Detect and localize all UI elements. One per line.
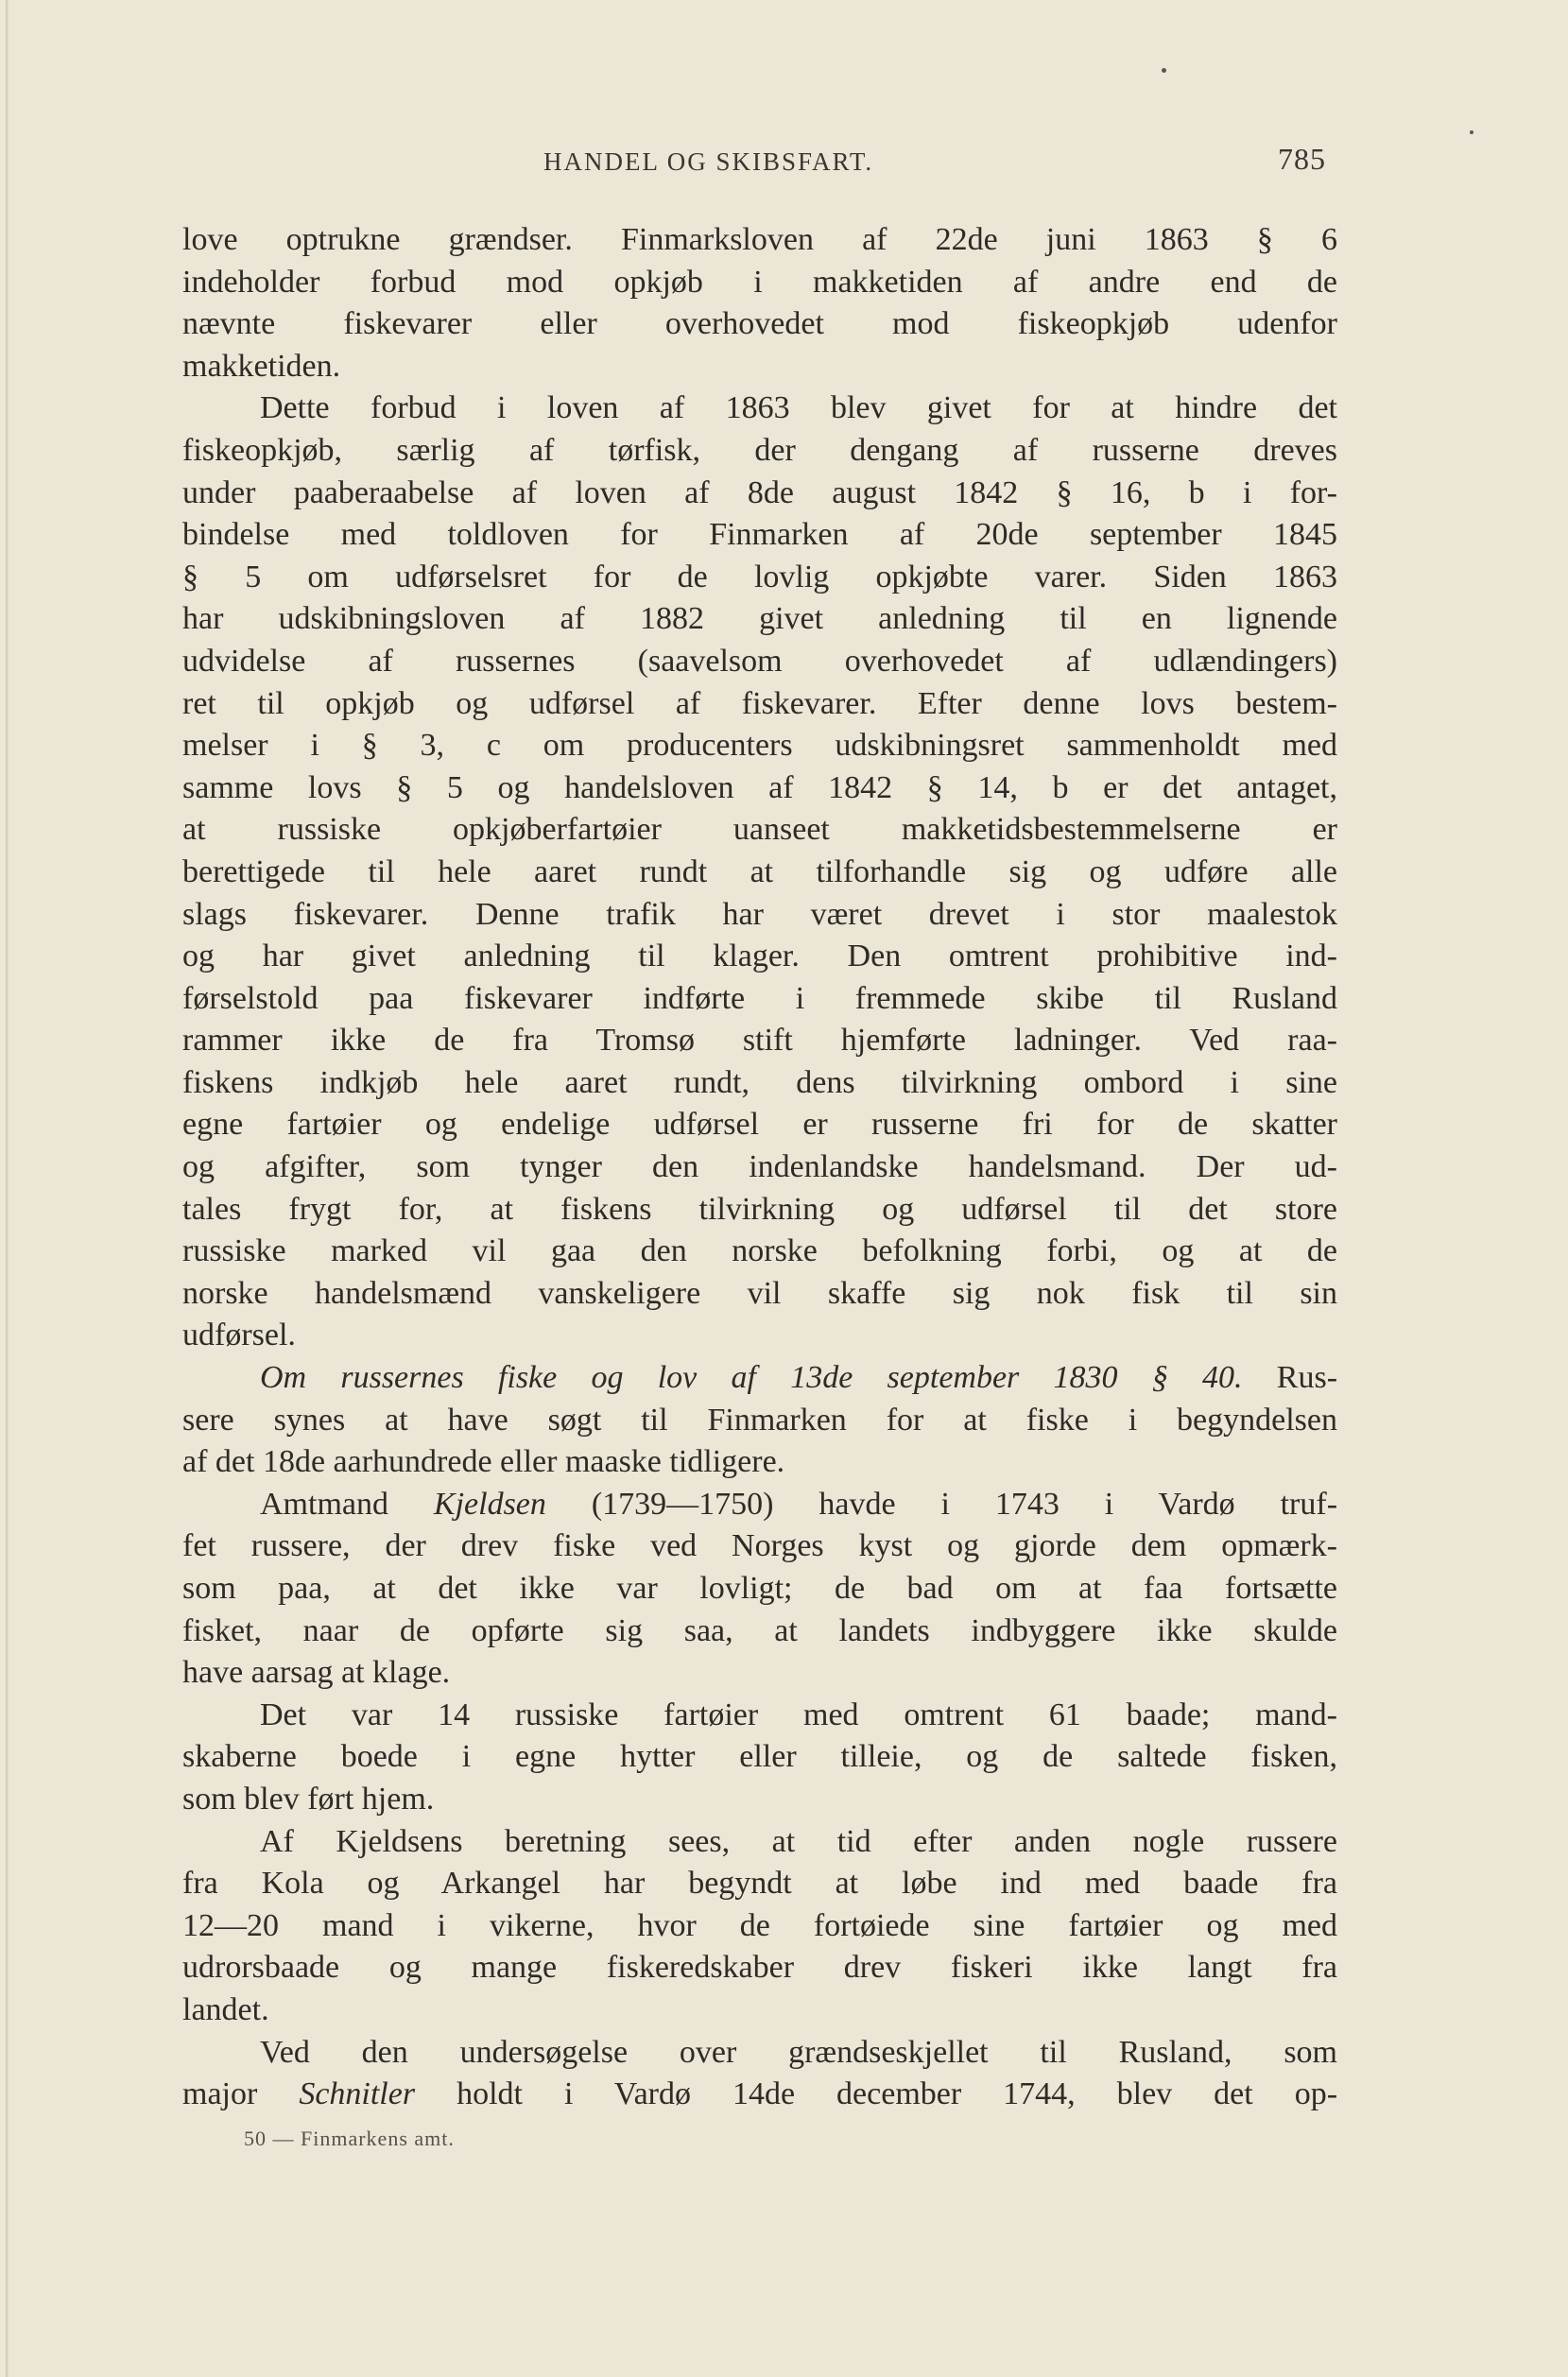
text-line: fiskens indkjøb hele aaret rundt, dens tilvirkning ombord i sine	[182, 1064, 1337, 1100]
text-line: og afgifter, som tynger den indenlandske handelsmand. Der ud-	[182, 1149, 1337, 1185]
text-line: udrorsbaade og mange fiskeredskaber drev fiskeri ikke langt fra	[182, 1950, 1337, 1986]
text-line: Af Kjeldsens beretning sees, at tid efter anden nogle russere	[260, 1823, 1337, 1859]
text-line: landet.	[182, 1991, 269, 2027]
section-heading-tail: Rus-	[1276, 1360, 1337, 1396]
page-edge	[6, 0, 9, 2377]
running-head: HANDEL OG SKIBSFART.	[543, 147, 874, 176]
text-line: tales frygt for, at fiskens tilvirkning og udførsel til det store	[182, 1191, 1337, 1227]
person-name: Kjeldsen	[433, 1486, 546, 1522]
text-line: skaberne boede i egne hytter eller tilleie, og de saltede fisken,	[182, 1739, 1337, 1775]
page-header	[184, 140, 1337, 187]
text-line: fra Kola og Arkangel har begyndt at løbe ind med baade fra	[182, 1866, 1337, 1902]
text-line: fisket, naar de opførte sig saa, at landets indbyggere ikke skulde	[182, 1612, 1337, 1648]
major-post: holdt i Vardø 14de december 1744, blev det op-	[457, 2076, 1337, 2112]
text-line: indeholder forbud mod opkjøb i makketiden af andre end de	[182, 264, 1337, 300]
text-line: ret til opkjøb og udførsel af fiskevarer. Efter denne lovs bestem-	[182, 685, 1337, 721]
text-line: makketiden.	[182, 348, 341, 384]
text-line: og har givet anledning til klager. Den omtrent prohibitive ind-	[182, 939, 1337, 974]
speck-mark	[1470, 130, 1473, 134]
text-line: fet russere, der drev fiske ved Norges kyst og gjorde dem opmærk-	[182, 1528, 1337, 1564]
major-line	[182, 2074, 1337, 2116]
text-line: har udskibningsloven af 1882 givet anledning til en lignende	[182, 601, 1337, 637]
section-heading: Om russernes fiske og lov af 13de september 1830 § 40.	[260, 1360, 1243, 1396]
text-line: Dette forbud i loven af 1863 blev givet for at hindre det	[260, 390, 1337, 426]
text-line: Ved den undersøgelse over grændseskjellet til Rusland, som	[260, 2034, 1337, 2070]
person-name: Schnitler	[299, 2076, 416, 2112]
text-line: slags fiskevarer. Denne trafik har været drevet i stor maalestok	[182, 896, 1337, 932]
section-heading-line	[182, 1357, 1337, 1400]
text-line: norske handelsmænd vanskeligere vil skaffe sig nok fisk til sin	[182, 1275, 1337, 1311]
text-line: af det 18de aarhundrede eller maaske tidligere.	[182, 1444, 785, 1480]
text-line: rammer ikke de fra Tromsø stift hjemførte ladninger. Ved raa-	[182, 1023, 1337, 1059]
text-line: Det var 14 russiske fartøier med omtrent 61 baade; mand-	[260, 1697, 1337, 1732]
text-line: russiske marked vil gaa den norske befolkning forbi, og at de	[182, 1233, 1337, 1269]
text-line: § 5 om udførselsret for de lovlig opkjøbte varer. Siden 1863	[182, 559, 1337, 594]
text-line: udvidelse af russernes (saavelsom overhovedet af udlændingers)	[182, 643, 1337, 679]
speck-mark	[1162, 68, 1166, 73]
text-line: udførsel.	[182, 1318, 296, 1353]
amtmand-pre: Amtmand	[260, 1486, 388, 1522]
text-line: som blev ført hjem.	[182, 1781, 435, 1817]
text-line: bindelse med toldloven for Finmarken af 20de september 1845	[182, 517, 1337, 553]
amtmand-line	[182, 1484, 1337, 1526]
text-line: berettigede til hele aaret rundt at tilforhandle sig og udføre alle	[182, 853, 1337, 889]
text-line: have aarsag at klage.	[182, 1655, 451, 1691]
printer-signature: 50 — Finmarkens amt.	[244, 2127, 455, 2150]
text-line: nævnte fiskevarer eller overhovedet mod fiskeopkjøb udenfor	[182, 306, 1337, 342]
text-line: at russiske opkjøberfartøier uanseet makketidsbestemmelserne er	[182, 812, 1337, 848]
text-line: under paaberaabelse af loven af 8de august 1842 § 16, b i for-	[182, 474, 1337, 510]
text-line: 12—20 mand i vikerne, hvor de fortøiede sine fartøier og med	[182, 1907, 1337, 1943]
text-line: fiskeopkjøb, særlig af tørfisk, der dengang af russerne dreves	[182, 432, 1337, 468]
text-line: egne fartøier og endelige udførsel er russerne fri for de skatter	[182, 1107, 1337, 1143]
amtmand-post: (1739—1750) havde i 1743 i Vardø truf-	[591, 1486, 1337, 1522]
text-line: førselstold paa fiskevarer indførte i fremmede skibe til Rusland	[182, 980, 1337, 1016]
text-line: samme lovs § 5 og handelsloven af 1842 § 14, b er det antaget,	[182, 769, 1337, 805]
text-line: som paa, at det ikke var lovligt; de bad om at faa fortsætte	[182, 1571, 1337, 1606]
text-line: sere synes at have søgt til Finmarken for at fiske i begyndelsen	[182, 1402, 1337, 1438]
text-line: love optrukne grændser. Finmarksloven af 22de juni 1863 § 6	[182, 222, 1337, 257]
text-line: melser i § 3, c om producenters udskibningsret sammenholdt med	[182, 728, 1337, 764]
page-number: 785	[1278, 142, 1326, 176]
major-pre: major	[182, 2076, 258, 2112]
body-text	[182, 219, 1337, 2116]
